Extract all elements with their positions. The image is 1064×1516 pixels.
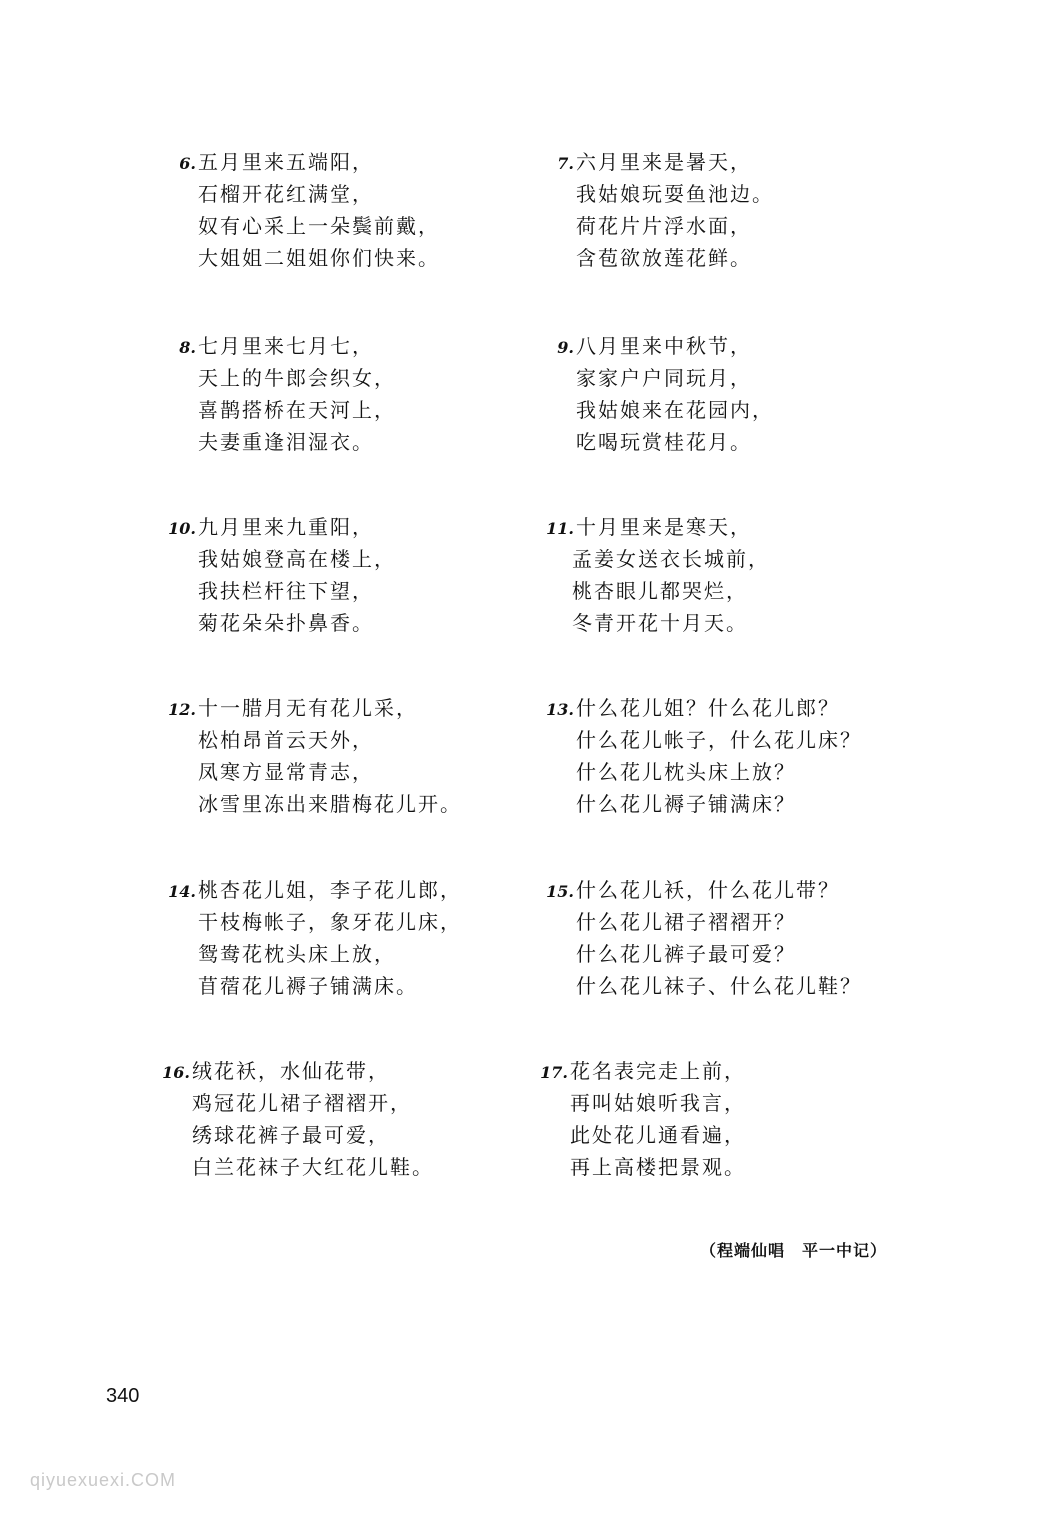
verse-head xyxy=(552,330,892,362)
verse-number: 14. xyxy=(168,882,196,901)
verse-head xyxy=(174,330,514,362)
verse-line: 九月里来九重阳， xyxy=(198,515,374,539)
verse-number: 7. xyxy=(557,154,574,173)
verse-number: 12. xyxy=(168,700,196,719)
verse-line: 苜蓿花儿褥子铺满床。 xyxy=(198,974,418,998)
verse-7 xyxy=(552,146,892,274)
verse-number: 10. xyxy=(168,519,196,538)
verse-line: 鸳鸯花枕头床上放， xyxy=(198,942,396,966)
verse-line: 天上的牛郎会织女， xyxy=(198,366,396,390)
verse-head xyxy=(166,692,506,724)
verse-body xyxy=(166,724,506,820)
verse-number: 16. xyxy=(162,1063,190,1082)
verse-line: 五月里来五端阳， xyxy=(198,150,374,174)
verse-body xyxy=(544,906,884,1002)
verse-line: 含苞欲放莲花鲜。 xyxy=(576,246,752,270)
verse-head xyxy=(544,692,884,724)
verse-number: 13. xyxy=(546,700,574,719)
verse-line: 家家户户同玩月， xyxy=(576,366,752,390)
verse-number: 6. xyxy=(179,154,196,173)
verse-head xyxy=(552,146,892,178)
verse-line: 荷花片片浮水面， xyxy=(576,214,752,238)
verse-head xyxy=(160,1055,500,1087)
verse-line: 桃杏眼儿都哭烂， xyxy=(572,579,748,603)
verse-line: 桃杏花儿姐，李子花儿郎， xyxy=(198,878,462,902)
verse-line: 什么花儿帐子，什么花儿床？ xyxy=(576,728,862,752)
verse-line: 我姑娘玩耍鱼池边。 xyxy=(576,182,774,206)
verse-body xyxy=(174,362,514,458)
verse-15 xyxy=(544,874,884,1002)
verse-line: 夫妻重逢泪湿衣。 xyxy=(198,430,374,454)
verse-line: 什么花儿枕头床上放？ xyxy=(576,760,796,784)
verse-line: 七月里来七月七， xyxy=(198,334,374,358)
verse-line: 再上高楼把景观。 xyxy=(570,1155,746,1179)
verse-line: 十月里来是寒天， xyxy=(576,515,752,539)
verse-line: 此处花儿通看遍， xyxy=(570,1123,746,1147)
verse-body xyxy=(544,543,884,639)
verse-11 xyxy=(544,511,884,639)
verse-line: 石榴开花红满堂， xyxy=(198,182,374,206)
verse-8 xyxy=(174,330,514,458)
verse-head xyxy=(166,511,506,543)
verse-line: 我姑娘登高在楼上， xyxy=(198,547,396,571)
verse-line: 鸡冠花儿裙子褶褶开， xyxy=(192,1091,412,1115)
singer-credit: （程端仙唱 平一中记） xyxy=(700,1241,888,1260)
verse-body xyxy=(544,724,884,820)
verse-line: 干枝梅帐子，象牙花儿床， xyxy=(198,910,462,934)
verse-6 xyxy=(174,146,514,274)
verse-line: 我姑娘来在花园内， xyxy=(576,398,774,422)
verse-number: 15. xyxy=(546,882,574,901)
verse-body xyxy=(160,1087,500,1183)
verse-line: 喜鹊搭桥在天河上， xyxy=(198,398,396,422)
verse-line: 奴有心采上一朵鬓前戴， xyxy=(198,214,440,238)
verse-line: 六月里来是暑天， xyxy=(576,150,752,174)
verse-line: 什么花儿姐？什么花儿郎？ xyxy=(576,696,840,720)
verse-head xyxy=(174,146,514,178)
verse-body xyxy=(166,543,506,639)
verse-body xyxy=(552,362,892,458)
verse-line: 十一腊月无有花儿采， xyxy=(198,696,418,720)
verse-17 xyxy=(538,1055,878,1183)
verse-line: 绣球花裤子最可爱， xyxy=(192,1123,390,1147)
verse-head xyxy=(538,1055,878,1087)
verse-body xyxy=(552,178,892,274)
verse-line: 白兰花袜子大红花儿鞋。 xyxy=(192,1155,434,1179)
verse-line: 我扶栏杆往下望， xyxy=(198,579,374,603)
verse-line: 什么花儿裙子褶褶开？ xyxy=(576,910,796,934)
verse-number: 9. xyxy=(557,338,574,357)
page-number: 340 xyxy=(106,1385,140,1407)
verse-line: 绒花袄，水仙花带， xyxy=(192,1059,390,1083)
verse-body xyxy=(538,1087,878,1183)
site-watermark: qiyuexuexi.COM xyxy=(30,1470,177,1490)
verse-14 xyxy=(166,874,506,1002)
verse-line: 松柏昂首云天外， xyxy=(198,728,374,752)
verse-16 xyxy=(160,1055,500,1183)
verse-body xyxy=(166,906,506,1002)
verse-line: 什么花儿裤子最可爱？ xyxy=(576,942,796,966)
verse-head xyxy=(544,511,884,543)
verse-line: 大姐姐二姐姐你们快来。 xyxy=(198,246,440,270)
verse-head xyxy=(166,874,506,906)
verse-10 xyxy=(166,511,506,639)
verse-number: 11. xyxy=(546,519,574,538)
verse-13 xyxy=(544,692,884,820)
verse-line: 菊花朵朵扑鼻香。 xyxy=(198,611,374,635)
verse-number: 17. xyxy=(540,1063,568,1082)
verse-line: 吃喝玩赏桂花月。 xyxy=(576,430,752,454)
verse-head xyxy=(544,874,884,906)
verse-line: 冰雪里冻出来腊梅花儿开。 xyxy=(198,792,462,816)
verse-line: 再叫姑娘听我言， xyxy=(570,1091,746,1115)
verse-line: 什么花儿袜子、什么花儿鞋？ xyxy=(576,974,862,998)
verse-line: 凤寒方显常青志， xyxy=(198,760,374,784)
verse-line: 八月里来中秋节， xyxy=(576,334,752,358)
verse-number: 8. xyxy=(179,338,196,357)
verse-body xyxy=(174,178,514,274)
verse-line: 冬青开花十月天。 xyxy=(572,611,748,635)
verse-9 xyxy=(552,330,892,458)
verse-line: 花名表完走上前， xyxy=(570,1059,746,1083)
verse-line: 什么花儿袄，什么花儿带？ xyxy=(576,878,840,902)
verse-line: 什么花儿褥子铺满床？ xyxy=(576,792,796,816)
verse-line: 孟姜女送衣长城前， xyxy=(572,547,770,571)
verse-12 xyxy=(166,692,506,820)
